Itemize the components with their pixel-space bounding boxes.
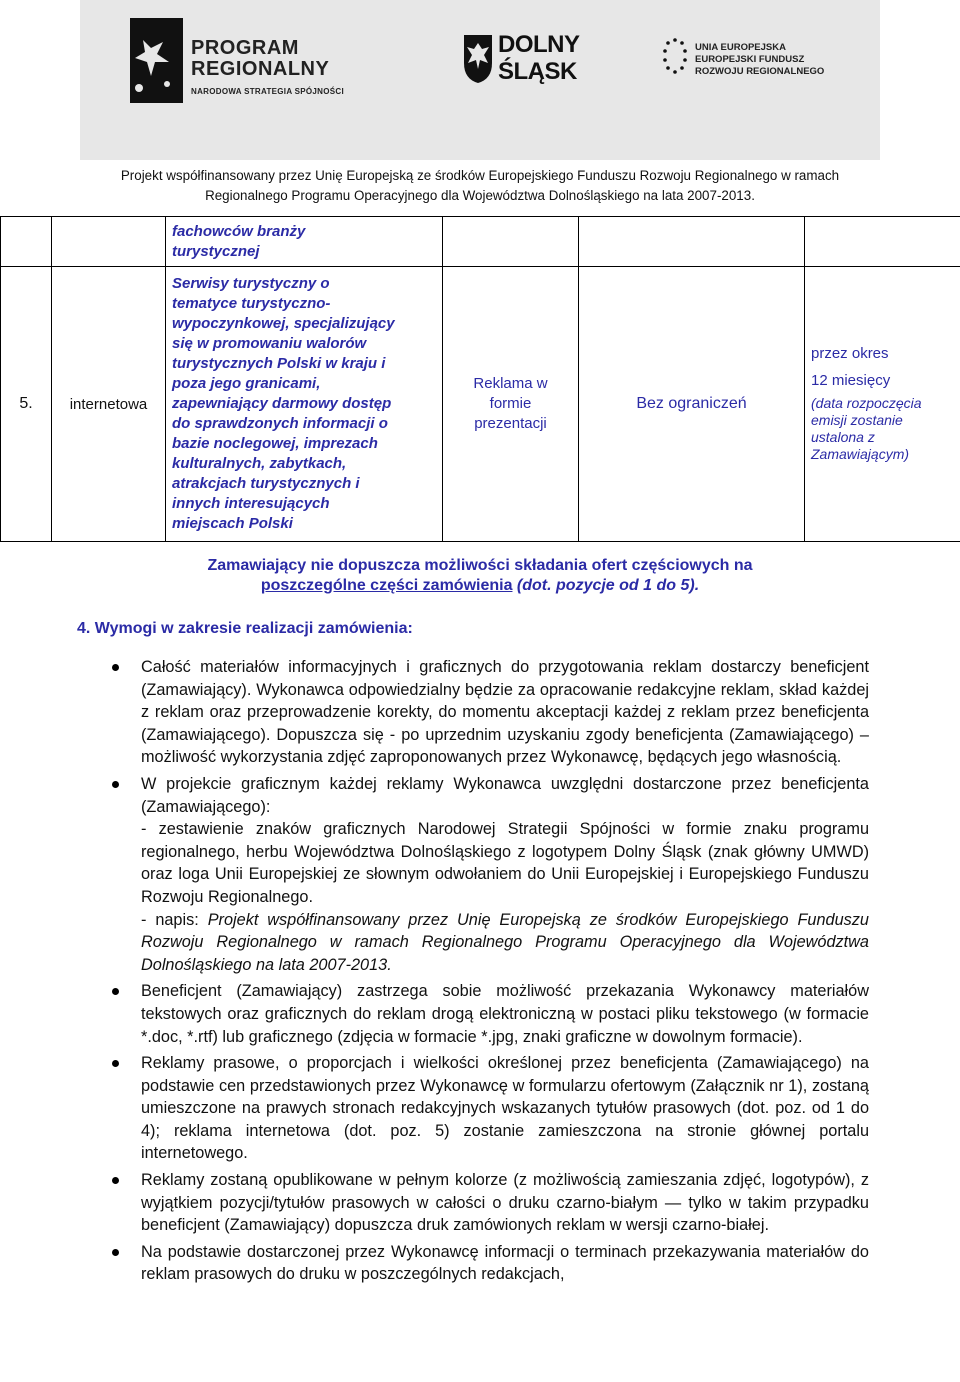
bullet-subitem: - zestawienie znaków graficznych Narodowej Strategii Spójności w formie znaku programu regionalnego, herbu Województwa Dolnośląskiego z logotypem Dolny Śląsk (znak główny UMWD) oraz loga Unii Europejskiej ze słownym odwołaniem do Unii Europejskiej i Europejskiego Funduszu Rozwoju Regionalnego. [141, 820, 869, 906]
ad-form-cell [443, 267, 579, 542]
logo-ds-line1: DOLNY [498, 31, 580, 58]
item-line: turystycznych Polski w kraju i [172, 355, 386, 372]
section-title: 4. Wymogi w zakresie realizacji zamówienia: [77, 620, 413, 637]
table-cell [579, 217, 805, 267]
row-number-cell: 5. [1, 267, 52, 542]
logo-ue-line1: UNIA EUROPEJSKA [695, 42, 786, 53]
limit-cell: Bez ograniczeń [579, 267, 805, 542]
item-line: bazie noclegowej, imprezach [172, 435, 378, 452]
item-line: się w promowaniu walorów [172, 335, 367, 352]
form-line: formie [489, 395, 532, 412]
requirements-list [0, 656, 960, 1290]
list-item [141, 1169, 869, 1237]
period-line2: 12 miesięcy [811, 372, 891, 389]
cofinancing-line1: Projekt współfinansowany przez Unię Europejską ze środków Europejskiego Funduszu Rozwoju Regionalnego w ramach [120, 168, 840, 183]
eagle-crest-icon [462, 33, 494, 85]
offer-items-table [0, 216, 960, 542]
logo-program-line1: PROGRAM [191, 37, 299, 59]
cofinancing-line2: Regionalnego Programu Operacyjnego dla Województwa Dolnośląskiego na lata 2007-2013. [205, 188, 755, 203]
period-note-line: ustalona z [811, 429, 875, 445]
nss-star-icon [125, 18, 185, 103]
cofinancing-note [0, 166, 960, 206]
item-line: zapewniający darmowy dostęp [172, 395, 392, 412]
period-cell [805, 267, 960, 542]
item-line: Serwisy turystyczny o [172, 275, 330, 292]
table-cell [805, 217, 960, 267]
period-note-line: emisji zostanie [811, 412, 903, 428]
item-line: poza jego granicami, [172, 375, 321, 392]
item-line: do sprawdzonych informacji o [172, 415, 388, 432]
bullet-icon [112, 1249, 119, 1256]
notice-underlined: poszczególne części zamówienia [260, 577, 513, 594]
bullet-text: Beneficjent (Zamawiający) zastrzega sobie możliwość przekazania Wykonawcy materiałów tekstowych oraz graficznych do reklam drogą elektroniczną w postaci pliku tekstowego (w formacie *.doc, *.rtf) lub graficznego (zdjęcia w formacie *.jpg, znaki graficzne w dowolnym formacie). [141, 982, 869, 1046]
logo-ds-line2: ŚLĄSK [498, 58, 577, 85]
list-item [141, 1052, 869, 1165]
item-line: tematyce turystyczno- [172, 295, 331, 312]
form-line: prezentacji [474, 415, 547, 432]
bullet-icon [112, 781, 119, 788]
list-item [141, 773, 869, 976]
form-line: Reklama w [473, 375, 548, 392]
logo-program-line2: REGIONALNY [191, 58, 330, 80]
bullet-subitem [141, 909, 869, 977]
item-line: innych interesujących [172, 495, 330, 512]
dolny-slask-logo [462, 15, 612, 105]
item-description-cell [166, 217, 443, 267]
period-note-line: Zamawiającym) [811, 446, 910, 462]
item-line: wypoczynkowej, specjalizujący [172, 315, 395, 332]
program-regionalny-logo [125, 15, 375, 105]
bullet-icon [112, 988, 119, 995]
bullet-text: Reklamy prasowe, o proporcjach i wielkości określonej przez beneficjenta (Zamawiającego) na podstawie cen przedstawionych przez Wykonawcę w formularzu ofertowym (Załącznik nr 1), zostaną umieszczone na prawych stronach redakcyjnych wskazanych tytułów prasowych (dot. poz. od 1 do 4); reklama internetowa (dot. poz. 5) zostanie zamieszczona na stronie głównej portalu internetowego. [141, 1054, 869, 1163]
media-type-cell: internetowa [52, 267, 166, 542]
table-row [1, 217, 960, 267]
table-row [1, 267, 960, 542]
item-line: miejscach Polski [172, 515, 293, 532]
notice-line1: Zamawiający nie dopuszcza możliwości składania ofert częściowych na [207, 557, 753, 574]
item-line: kulturalnych, zabytkach, [172, 455, 347, 472]
table-cell [1, 217, 52, 267]
logo-ue-line3: ROZWOJU REGIONALNEGO [695, 66, 825, 77]
period-line1: przez okres [811, 345, 889, 362]
bullet-icon [112, 664, 119, 671]
subitem-prefix: - napis: [141, 910, 199, 929]
logo-ue-line2: EUROPEJSKI FUNDUSZ [695, 54, 805, 65]
subitem-italic: Projekt współfinansowany przez Unię Europejską ze środków Europejskiego Funduszu Rozwoju Regionalnego w ramach Regionalnego Programu Operacyjnego dla Województwa Dolnośląskiego na lata 2007-2013. [141, 910, 869, 974]
logo-program-line3: NARODOWA STRATEGIA SPÓJNOŚCI [191, 87, 345, 96]
table-cell [443, 217, 579, 267]
bullet-icon [112, 1060, 119, 1067]
bullet-text: Na podstawie dostarczonej przez Wykonawcę informacji o terminach przekazywania materiałów do reklam prasowych do druku w poszczególnych redakcjach, [141, 1242, 869, 1284]
item-line: fachowców branży [172, 222, 306, 240]
item-line: turystycznej [172, 242, 260, 260]
bullet-text: Całość materiałów informacyjnych i graficznych do przygotowania reklam dostarczy beneficjent (Zamawiający). Wykonawca odpowiedzialny będzie za opracowanie redakcyjne reklam, skład każdej z reklam oraz przeprowadzenie korekty, do momentu akceptacji każdej z reklam przez beneficjenta (Zamawiającego). Dopuszcza się - po uprzednim uzyskaniu zgody beneficjenta (Zamawiającego) – możliwość wykorzystania zdjęć zaproponowanych przez Wykonawcę, będących jego własnością. [141, 658, 869, 767]
list-item [141, 656, 869, 769]
partial-offers-notice [130, 556, 830, 596]
list-item [141, 980, 869, 1048]
table-cell [52, 217, 166, 267]
notice-italic: (dot. pozycje od 1 do 5). [516, 577, 700, 594]
bullet-text: W projekcie graficznym każdej reklamy Wykonawca uwzględni dostarczone przez beneficjenta (Zamawiającego): [141, 774, 869, 816]
eu-stars-flag-icon [660, 30, 690, 90]
item-description-cell [166, 267, 443, 542]
eu-logo [660, 15, 870, 105]
bullet-icon [112, 1177, 119, 1184]
list-item [141, 1241, 869, 1286]
period-note-line: (data rozpoczęcia [811, 395, 922, 411]
item-line: atrakcjach turystycznych i [172, 475, 360, 492]
bullet-text: Reklamy zostaną opublikowane w pełnym kolorze (z możliwością zamieszania zdjęć, logotypów), z wyjątkiem pozycji/tytułów prasowych w całości o druku czarno-białym — tylko w takim przypadku beneficjent (Zamawiający) dopuszcza druk zamówionych reklam w wersji czarno-białej. [141, 1171, 869, 1235]
